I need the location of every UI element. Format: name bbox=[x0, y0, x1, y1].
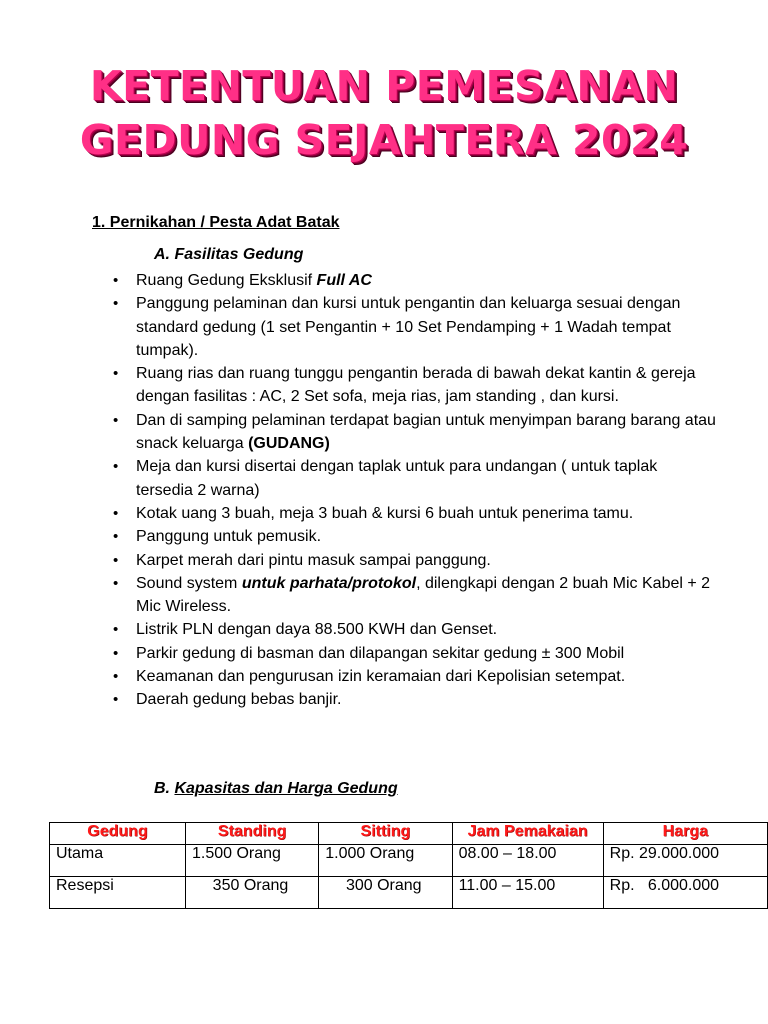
cell-sitting: 300 Orang bbox=[319, 877, 452, 909]
cell-sitting: 1.000 Orang bbox=[319, 845, 452, 877]
col-header-standing: Standing bbox=[186, 823, 319, 845]
table-header-row bbox=[50, 823, 768, 845]
list-item: • Panggung pelaminan dan kursi untuk pengantin dan keluarga sesuai dengan standard gedung (1 set Pengantin + 10 Set Pendamping + 1 Wadah tempat tumpak). bbox=[136, 292, 716, 362]
col-header-jam-pemakaian: Jam Pemakaian bbox=[452, 823, 603, 845]
list-item: • Daerah gedung bebas banjir. bbox=[136, 688, 716, 711]
col-header-harga: Harga bbox=[603, 823, 767, 845]
list-item: • Meja dan kursi disertai dengan taplak untuk para undangan ( untuk taplak tersedia 2 warna) bbox=[136, 455, 716, 502]
capacity-price-table bbox=[49, 822, 768, 909]
table-row bbox=[50, 877, 768, 909]
list-item: • Ruang Gedung Eksklusif Full AC bbox=[136, 269, 716, 292]
cell-gedung: Utama bbox=[50, 845, 186, 877]
cell-harga: Rp. 29.000.000 bbox=[603, 845, 767, 877]
cell-standing: 1.500 Orang bbox=[186, 845, 319, 877]
list-item: • Ruang rias dan ruang tunggu pengantin berada di bawah dekat kantin & gereja dengan fasilitas : AC, 2 Set sofa, meja rias, jam standing , dan kursi. bbox=[136, 362, 716, 409]
list-item: • Dan di samping pelaminan terdapat bagian untuk menyimpan barang barang atau snack keluarga (GUDANG) bbox=[136, 409, 716, 456]
subheading-kapasitas-harga: B. Kapasitas dan Harga Gedung bbox=[154, 780, 398, 797]
col-header-gedung: Gedung bbox=[50, 823, 186, 845]
document-title-line-1: KETENTUAN PEMESANAN bbox=[89, 62, 679, 110]
section-heading-pernikahan: 1. Pernikahan / Pesta Adat Batak bbox=[92, 214, 340, 231]
facility-list bbox=[136, 269, 716, 712]
cell-gedung: Resepsi bbox=[50, 877, 186, 909]
cell-jam: 08.00 – 18.00 bbox=[452, 845, 603, 877]
list-item: • Listrik PLN dengan daya 88.500 KWH dan Genset. bbox=[136, 618, 716, 641]
table-row bbox=[50, 845, 768, 877]
cell-standing: 350 Orang bbox=[186, 877, 319, 909]
subheading-fasilitas: A. Fasilitas Gedung bbox=[154, 246, 304, 263]
list-item: • Panggung untuk pemusik. bbox=[136, 525, 716, 548]
list-item: • Sound system untuk parhata/protokol, dilengkapi dengan 2 buah Mic Kabel + 2 Mic Wireless. bbox=[136, 572, 716, 619]
list-item: • Parkir gedung di basman dan dilapangan sekitar gedung ± 300 Mobil bbox=[136, 642, 716, 665]
list-item: • Kotak uang 3 buah, meja 3 buah & kursi 6 buah untuk penerima tamu. bbox=[136, 502, 716, 525]
document-title-line-2: GEDUNG SEJAHTERA 2024 bbox=[79, 116, 689, 164]
list-item: • Karpet merah dari pintu masuk sampai panggung. bbox=[136, 549, 716, 572]
col-header-sitting: Sitting bbox=[319, 823, 452, 845]
list-item: • Keamanan dan pengurusan izin keramaian dari Kepolisian setempat. bbox=[136, 665, 716, 688]
cell-harga: Rp. 6.000.000 bbox=[603, 877, 767, 909]
cell-jam: 11.00 – 15.00 bbox=[452, 877, 603, 909]
